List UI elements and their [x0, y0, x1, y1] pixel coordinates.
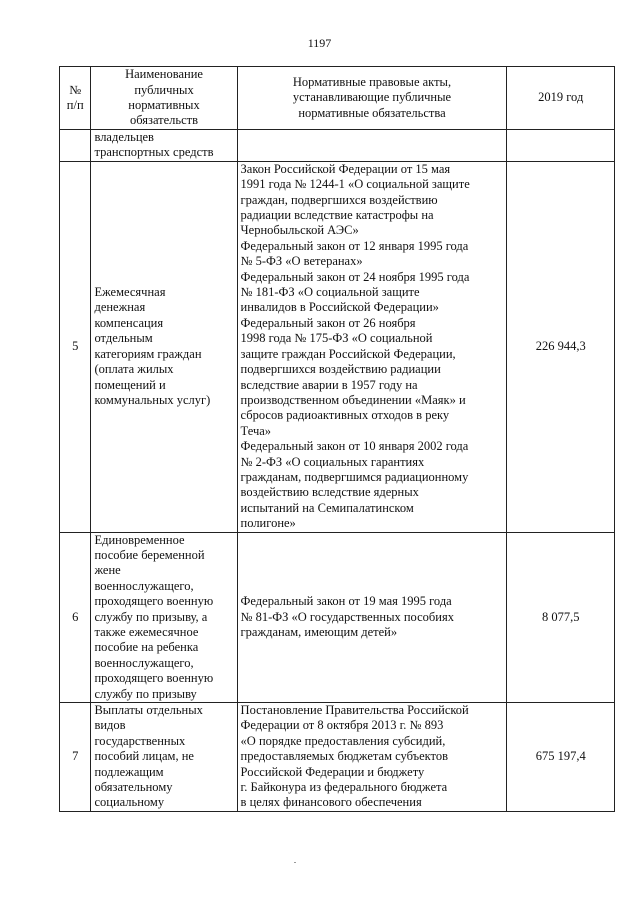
- header-number: № п/п: [60, 67, 91, 130]
- table-row: [60, 161, 615, 532]
- obligations-table: [59, 66, 615, 812]
- amount-2019: 8 077,5: [507, 532, 615, 702]
- legal-acts: Закон Российской Федерации от 15 мая 1991 года № 1244-1 «О социальной защите граждан, подвергшихся воздействию радиации вследствие катастрофы на Чернобыльской АЭС» Федеральный закон от 12 января 1995 года № 5-ФЗ «О ветеранах» Федеральный закон от 24 ноября 1995 года № 181-ФЗ «О социальной защите инвалидов в Российской Федерации» Федеральный закон от 26 ноября 1998 года № 175-ФЗ «О социальной защите граждан Российской Федерации, подвергшихся воздействию радиации вследствие аварии в 1957 году на производственном объединении «Маяк» и сбросов радиоактивных отходов в реку Теча» Федеральный закон от 10 января 2002 года № 2-ФЗ «О социальных гарантиях гражданам, подвергшимся радиационному воздействию вследствие ядерных испытаний на Семипалатинском полигоне»: [237, 161, 507, 532]
- table-row: [60, 703, 615, 812]
- table-row: [60, 130, 615, 162]
- legal-acts: [237, 130, 507, 162]
- obligation-name: Ежемесячная денежная компенсация отдельным категориям граждан (оплата жилых помещений и коммунальных услуг): [91, 161, 237, 532]
- amount-2019: 226 944,3: [507, 161, 615, 532]
- row-number: 6: [60, 532, 91, 702]
- table-header-row: [60, 67, 615, 130]
- header-obligation-name: Наименование публичных нормативных обязательств: [91, 67, 237, 130]
- header-year-2019: 2019 год: [507, 67, 615, 130]
- row-number: 7: [60, 703, 91, 812]
- scan-speck: [294, 862, 296, 863]
- obligation-name: владельцев транспортных средств: [91, 130, 237, 162]
- row-number: [60, 130, 91, 162]
- row-number: 5: [60, 161, 91, 532]
- amount-2019: [507, 130, 615, 162]
- obligation-name: Выплаты отдельных видов государственных пособий лицам, не подлежащим обязательному социальному: [91, 703, 237, 812]
- legal-acts: Постановление Правительства Российской Федерации от 8 октября 2013 г. № 893 «О порядке предоставления субсидий, предоставляемых бюджетам субъектов Российской Федерации и бюджету г. Байконура из федерального бюджета в целях финансового обеспечения: [237, 703, 507, 812]
- header-legal-acts: Нормативные правовые акты, устанавливающие публичные нормативные обязательства: [237, 67, 507, 130]
- legal-acts: Федеральный закон от 19 мая 1995 года № 81-ФЗ «О государственных пособиях гражданам, имеющим детей»: [237, 532, 507, 702]
- amount-2019: 675 197,4: [507, 703, 615, 812]
- table-row: [60, 532, 615, 702]
- obligation-name: Единовременное пособие беременной жене военнослужащего, проходящего военную службу по призыву, а также ежемесячное пособие на ребенка военнослужащего, проходящего военную службу по призыву: [91, 532, 237, 702]
- page-number: 1197: [307, 36, 332, 50]
